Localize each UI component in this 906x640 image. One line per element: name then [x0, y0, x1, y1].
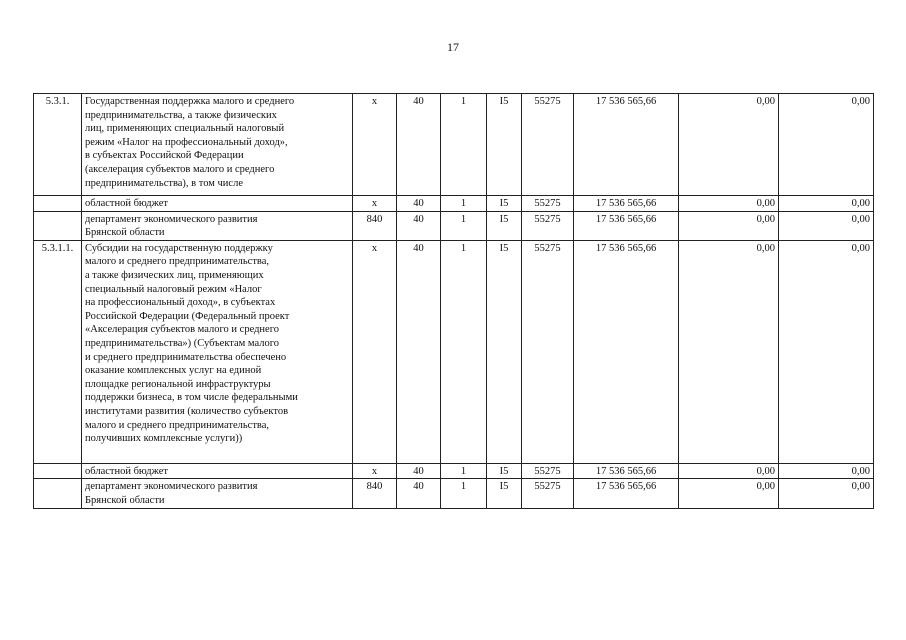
section-code: 40 [397, 240, 441, 463]
amount-year1: 17 536 565,66 [574, 211, 679, 240]
subsection-code: 1 [441, 463, 487, 479]
project-code: I5 [487, 94, 522, 196]
section-code: 40 [397, 479, 441, 508]
budget-table-body [34, 94, 874, 509]
item-number: 5.3.1. [34, 94, 82, 196]
amount-year2: 0,00 [679, 463, 779, 479]
amount-year1: 17 536 565,66 [574, 240, 679, 463]
budget-table [33, 93, 874, 509]
direction-code: 55275 [522, 463, 574, 479]
table-row [34, 479, 874, 508]
amount-year3: 0,00 [779, 196, 874, 212]
table-row [34, 240, 874, 463]
amount-year1: 17 536 565,66 [574, 94, 679, 196]
table-row [34, 463, 874, 479]
grbs-code: х [353, 94, 397, 196]
table-row [34, 211, 874, 240]
direction-code: 55275 [522, 196, 574, 212]
subsection-code: 1 [441, 94, 487, 196]
amount-year1: 17 536 565,66 [574, 463, 679, 479]
direction-code: 55275 [522, 479, 574, 508]
project-code: I5 [487, 196, 522, 212]
grbs-code: х [353, 240, 397, 463]
item-description: Субсидии на государственную поддержку малого и среднего предпринимательства, а также физических лиц, применяющих специальный налоговый режим «Налог на профессиональный доход», в субъектах Российской Федерации (Федеральный проект «Акселерация субъектов малого и среднего предпринимательства») (Субъектам малого и среднего предпринимательства обеспечено оказание комплексных услуг на единой площадке региональной инфраструктуры поддержки бизнеса, в том числе федеральными институтами развития (количество субъектов малого и среднего предпринимательства, получивших комплексные услуги)) [82, 240, 353, 463]
item-description: департамент экономического развития Брянской области [82, 211, 353, 240]
grbs-code: х [353, 463, 397, 479]
grbs-code: 840 [353, 211, 397, 240]
section-code: 40 [397, 211, 441, 240]
amount-year3: 0,00 [779, 211, 874, 240]
subsection-code: 1 [441, 196, 487, 212]
amount-year3: 0,00 [779, 94, 874, 196]
subsection-code: 1 [441, 211, 487, 240]
amount-year1: 17 536 565,66 [574, 479, 679, 508]
item-number [34, 211, 82, 240]
grbs-code: х [353, 196, 397, 212]
item-description: областной бюджет [82, 463, 353, 479]
section-code: 40 [397, 94, 441, 196]
amount-year2: 0,00 [679, 94, 779, 196]
amount-year2: 0,00 [679, 240, 779, 463]
grbs-code: 840 [353, 479, 397, 508]
project-code: I5 [487, 463, 522, 479]
item-description: областной бюджет [82, 196, 353, 212]
item-number [34, 196, 82, 212]
section-code: 40 [397, 196, 441, 212]
project-code: I5 [487, 240, 522, 463]
amount-year3: 0,00 [779, 463, 874, 479]
page-number: 17 [447, 40, 459, 54]
table-row [34, 94, 874, 196]
amount-year2: 0,00 [679, 479, 779, 508]
item-number: 5.3.1.1. [34, 240, 82, 463]
subsection-code: 1 [441, 479, 487, 508]
direction-code: 55275 [522, 94, 574, 196]
amount-year3: 0,00 [779, 479, 874, 508]
amount-year2: 0,00 [679, 196, 779, 212]
amount-year1: 17 536 565,66 [574, 196, 679, 212]
item-description: департамент экономического развития Брянской области [82, 479, 353, 508]
table-row [34, 196, 874, 212]
direction-code: 55275 [522, 240, 574, 463]
subsection-code: 1 [441, 240, 487, 463]
amount-year3: 0,00 [779, 240, 874, 463]
direction-code: 55275 [522, 211, 574, 240]
section-code: 40 [397, 463, 441, 479]
item-number [34, 479, 82, 508]
item-number [34, 463, 82, 479]
project-code: I5 [487, 479, 522, 508]
project-code: I5 [487, 211, 522, 240]
item-description: Государственная поддержка малого и среднего предпринимательства, а также физических лиц, применяющих специальный налоговый режим «Налог на профессиональный доход», в субъектах Российской Федерации (акселерация субъектов малого и среднего предпринимательства), в том числе [82, 94, 353, 196]
amount-year2: 0,00 [679, 211, 779, 240]
